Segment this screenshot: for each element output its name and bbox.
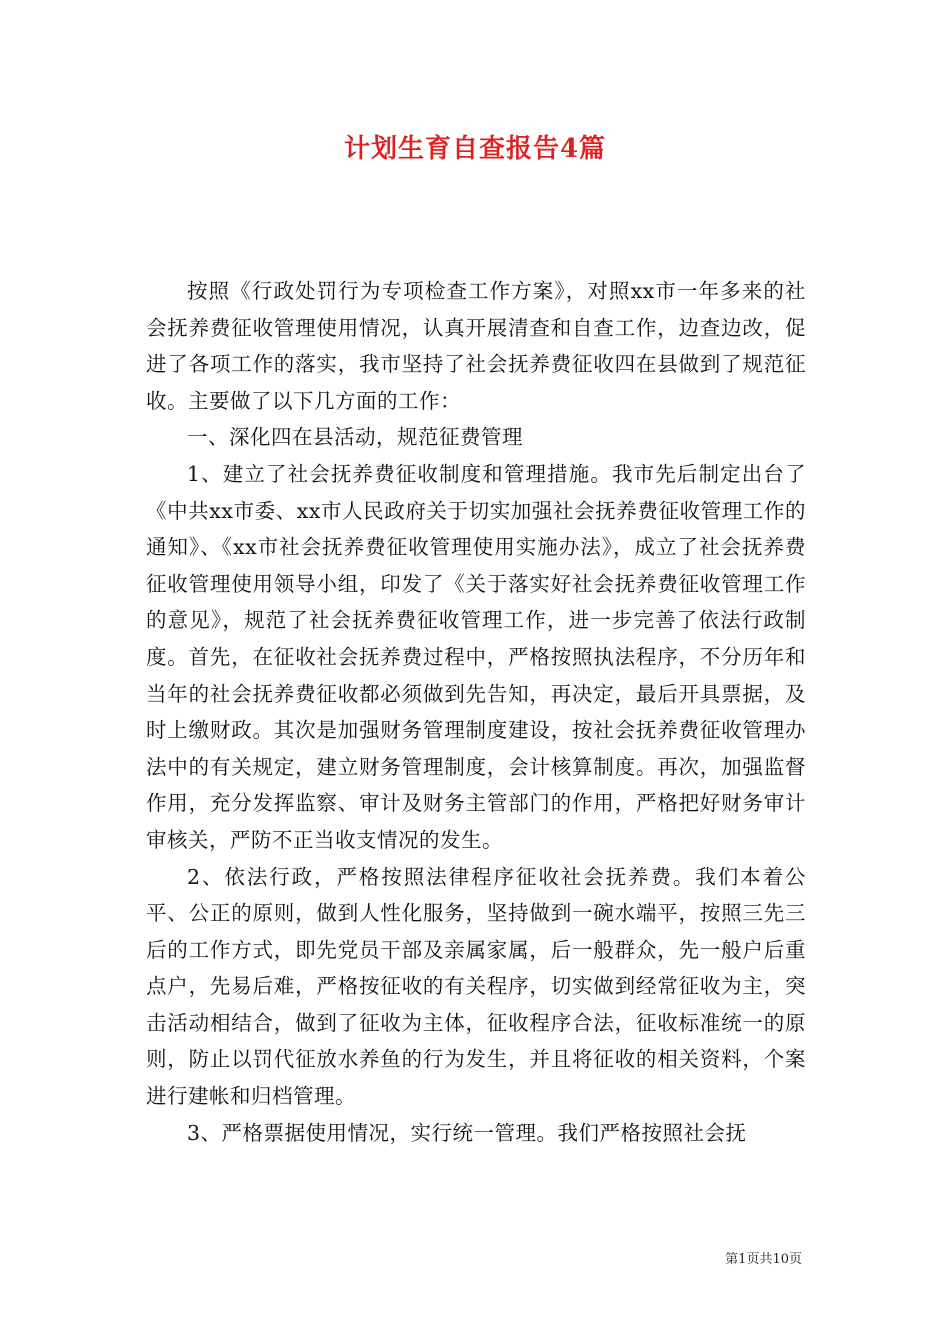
section-heading-1: 一、深化四在县活动，规范征费管理 (187, 425, 523, 450)
paragraph-item-1: 1、建立了社会抚养费征收制度和管理措施。我市先后制定出台了《中共xx市委、xx市人民政府关于切实加强社会抚养费征收管理工作的通知》、《xx市社会抚养费征收管理使用实施办法》，成立了社会抚养费征收管理使用领导小组，印发了《关于落实好社会抚养费征收管理工作的意见》，规范了社会抚养费征收管理工作，进一步完善了依法行政制度。首先，在征收社会抚养费过程中，严格按照执法程序，不分历年和当年的社会抚养费征收都必须做到先告知，再决定，最后开具票据，及时上缴财政。其次是加强财务管理制度建设，按社会抚养费征收管理办法中的有关规定，建立财务管理制度，会计核算制度。再次，加强监督作用，充分发挥监察、审计及财务主管部门的作用，严格把好财务审计审核关，严防不正当收支情况的发生。 (146, 461, 806, 852)
paragraph-item-2: 2、依法行政，严格按照法律程序征收社会抚养费。我们本着公平、公正的原则，做到人性化服务，坚持做到一碗水端平，按照三先三后的工作方式，即先党员干部及亲属家属，后一般群众，先一般户后重点户，先易后难，严格按征收的有关程序，切实做到经常征收为主，突击活动相结合，做到了征收为主体，征收程序合法，征收标准统一的原则，防止以罚代征放水养鱼的行为发生，并且将征收的相关资料，个案进行建帐和归档管理。 (146, 864, 806, 1109)
page-number: 第1页共10页 (725, 1252, 802, 1267)
paragraph-item-3: 3、严格票据使用情况，实行统一管理。我们严格按照社会抚 (187, 1120, 747, 1145)
document-body (146, 273, 806, 1151)
document-title: 计划生育自查报告4篇 (343, 134, 607, 164)
paragraph-intro: 按照《行政处罚行为专项检查工作方案》，对照xx市一年多来的社会抚养费征收管理使用情况，认真开展清查和自查工作，边查边改，促进了各项工作的落实，我市坚持了社会抚养费征收四在县做到了规范征收。主要做了以下几方面的工作： (146, 279, 806, 413)
